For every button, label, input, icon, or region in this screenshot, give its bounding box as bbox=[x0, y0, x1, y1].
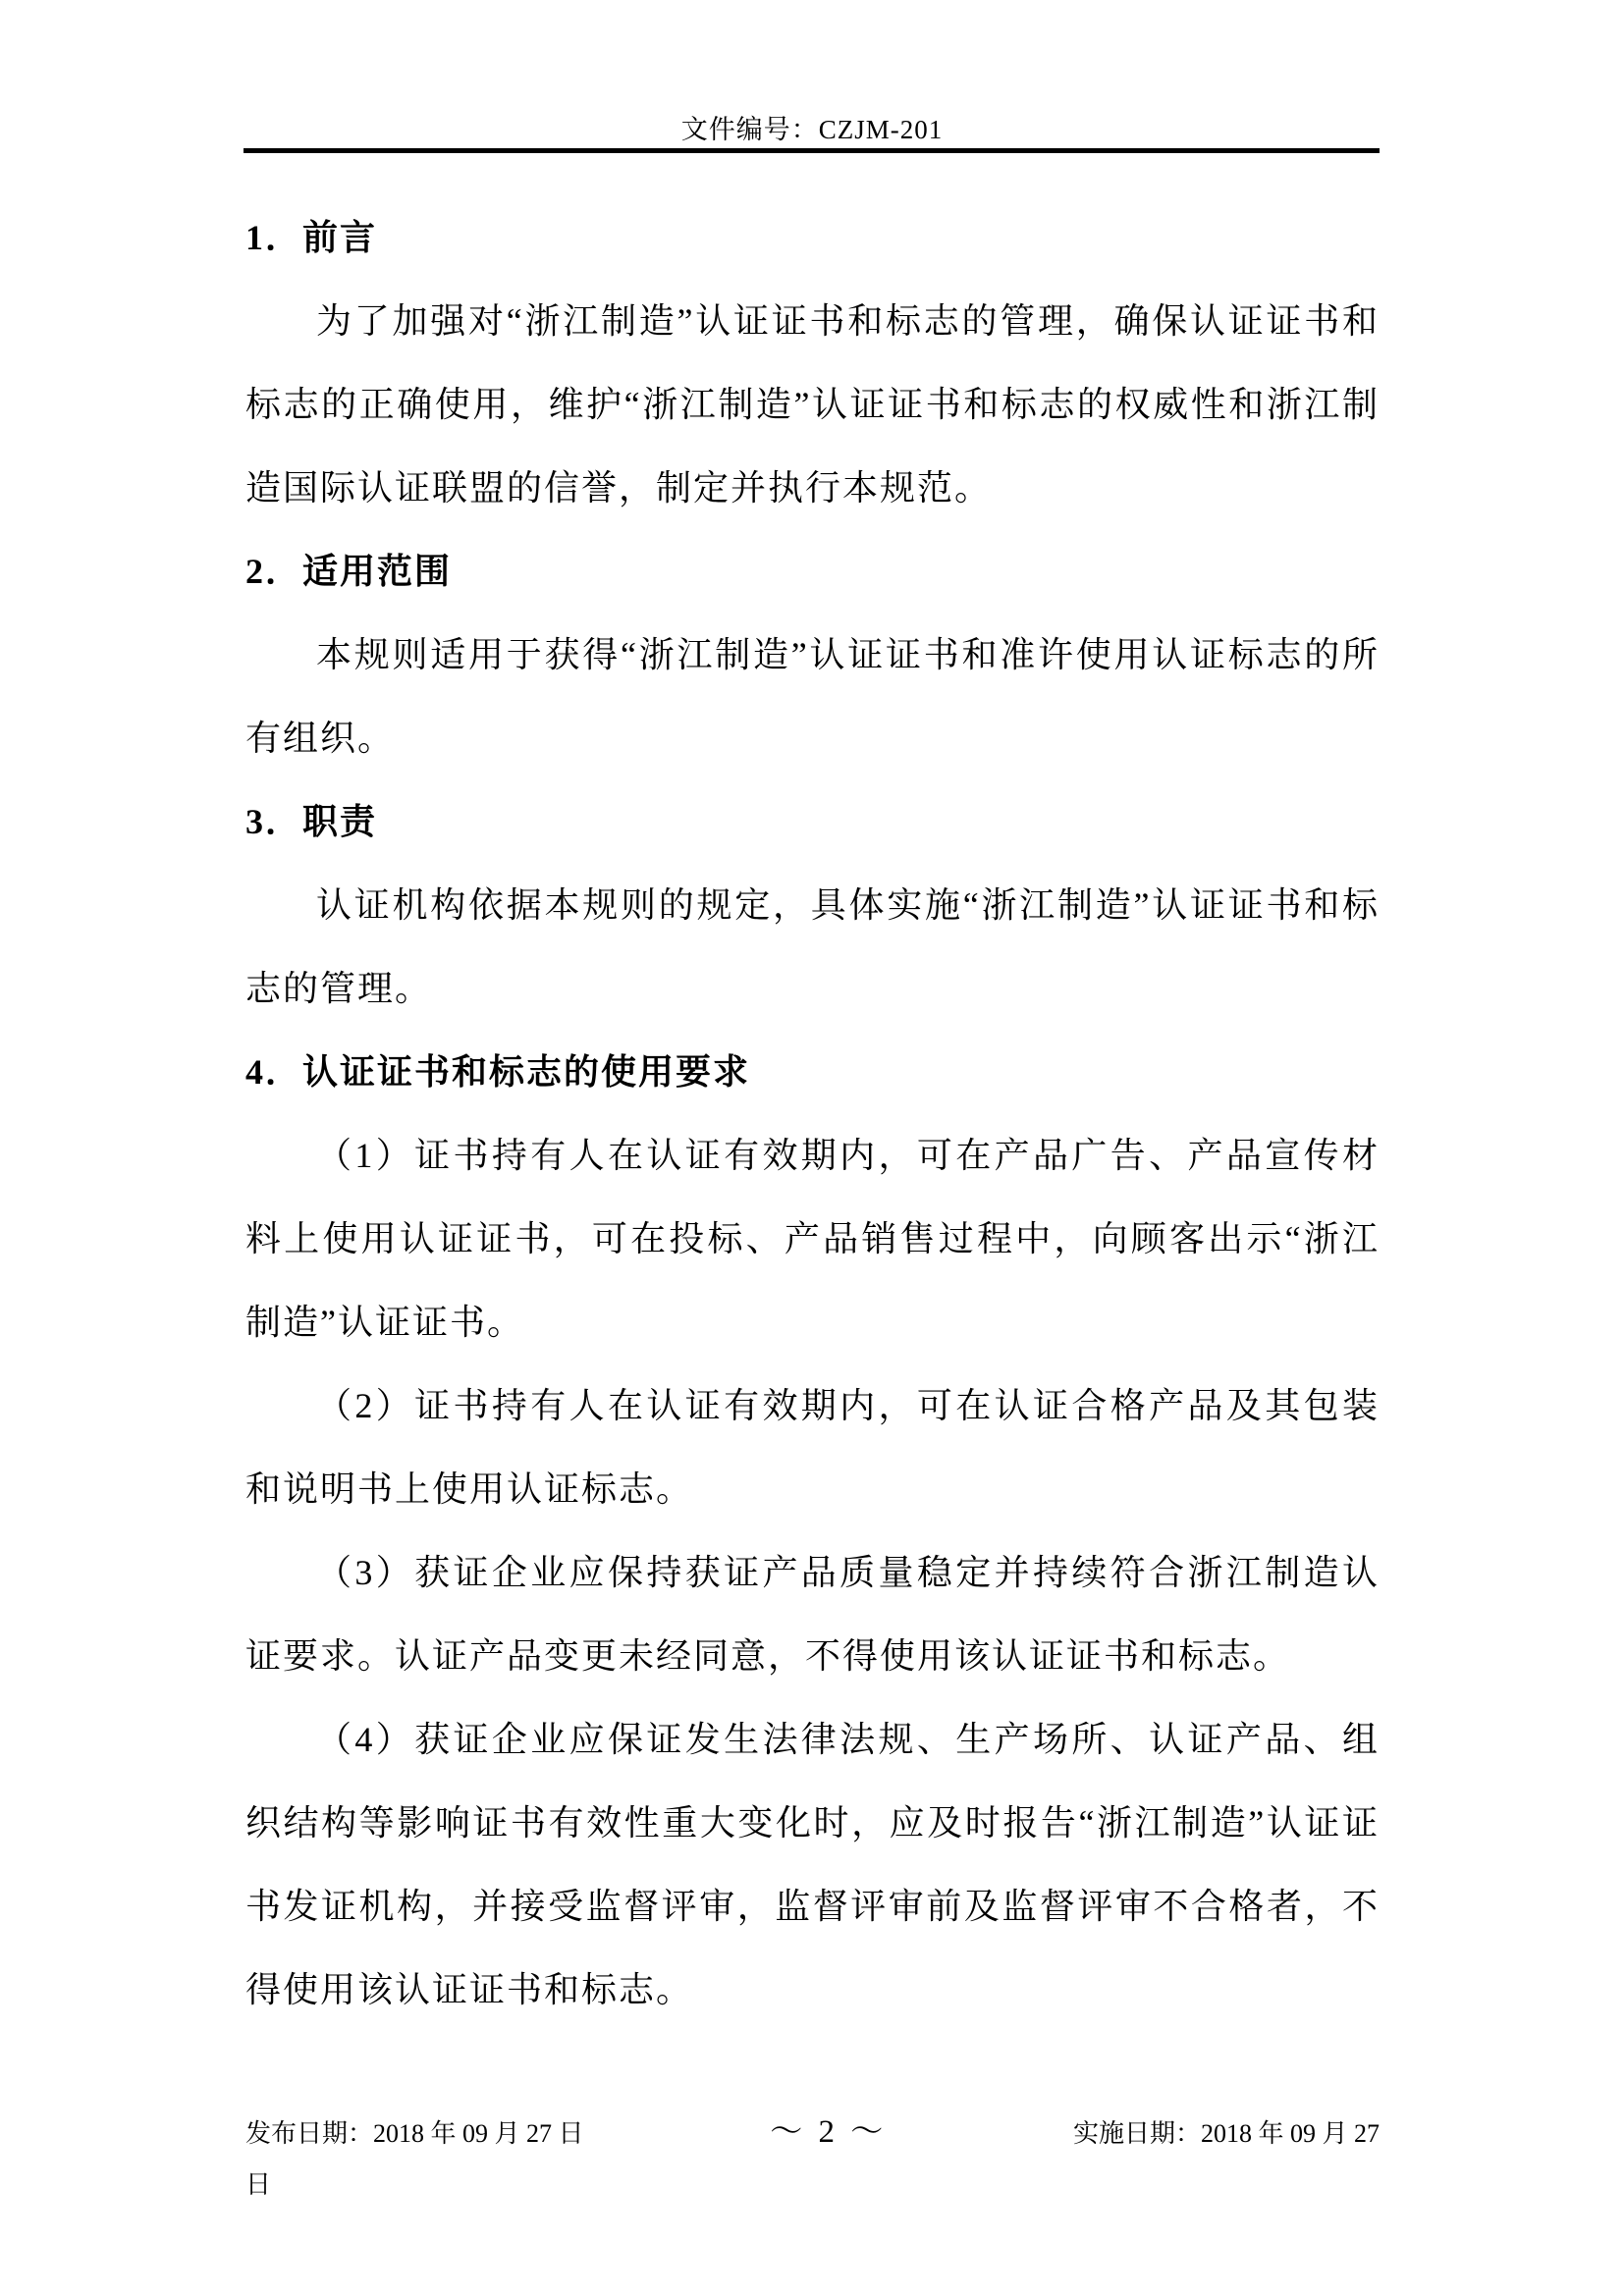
paragraph-usage-item-2: （2）证书持有人在认证有效期内，可在认证合格产品及其包装和说明书上使用认证标志。 bbox=[245, 1386, 1380, 1509]
paragraph-scope: 本规则适用于获得“浙江制造”认证证书和准许使用认证标志的所有组织。 bbox=[245, 635, 1380, 758]
paragraph-responsibility: 认证机构依据本规则的规定，具体实施“浙江制造”认证证书和标志的管理。 bbox=[245, 885, 1380, 1008]
implementation-date-wrapped-char: 日 bbox=[245, 2170, 272, 2199]
header-divider-rule bbox=[244, 148, 1380, 153]
section-heading-scope: 2．适用范围 bbox=[245, 552, 453, 591]
paragraph-usage-item-4: （4）获证企业应保证发生法律法规、生产场所、认证产品、组织结构等影响证书有效性重大变化时，应及时报告“浙江制造”认证证书发证机构，并接受监督评审，监督评审前及监督评审不合格者，不得使用该认证证书和标志。 bbox=[245, 1720, 1380, 2009]
section-heading-responsibility: 3．职责 bbox=[245, 802, 378, 841]
document-number-header: 文件编号：CZJM-201 bbox=[680, 115, 944, 144]
paragraph-foreword: 为了加强对“浙江制造”认证证书和标志的管理，确保认证证书和标志的正确使用，维护“浙江制造”认证证书和标志的权威性和浙江制造国际认证联盟的信誉，制定并执行本规范。 bbox=[245, 301, 1380, 507]
implementation-date-label: 实施日期：2018 年 09 月 27 bbox=[1072, 2119, 1380, 2148]
page-number: ～ 2 ～ bbox=[770, 2114, 888, 2150]
page-footer bbox=[245, 2107, 1380, 2211]
paragraph-usage-item-3: （3）获证企业应保持获证产品质量稳定并持续符合浙江制造认证要求。认证产品变更未经同意，不得使用该认证证书和标志。 bbox=[245, 1553, 1380, 1676]
paragraph-usage-item-1: （1）证书持有人在认证有效期内，可在产品广告、产品宣传材料上使用认证证书，可在投标、产品销售过程中，向顾客出示“浙江制造”认证证书。 bbox=[245, 1136, 1380, 1342]
section-heading-foreword: 1．前言 bbox=[245, 218, 378, 257]
document-body bbox=[245, 196, 1380, 2032]
section-heading-usage-requirements: 4．认证证书和标志的使用要求 bbox=[245, 1052, 751, 1092]
release-date-label: 发布日期：2018 年 09 月 27 日 bbox=[245, 2119, 584, 2148]
footer-line bbox=[245, 2107, 1380, 2160]
